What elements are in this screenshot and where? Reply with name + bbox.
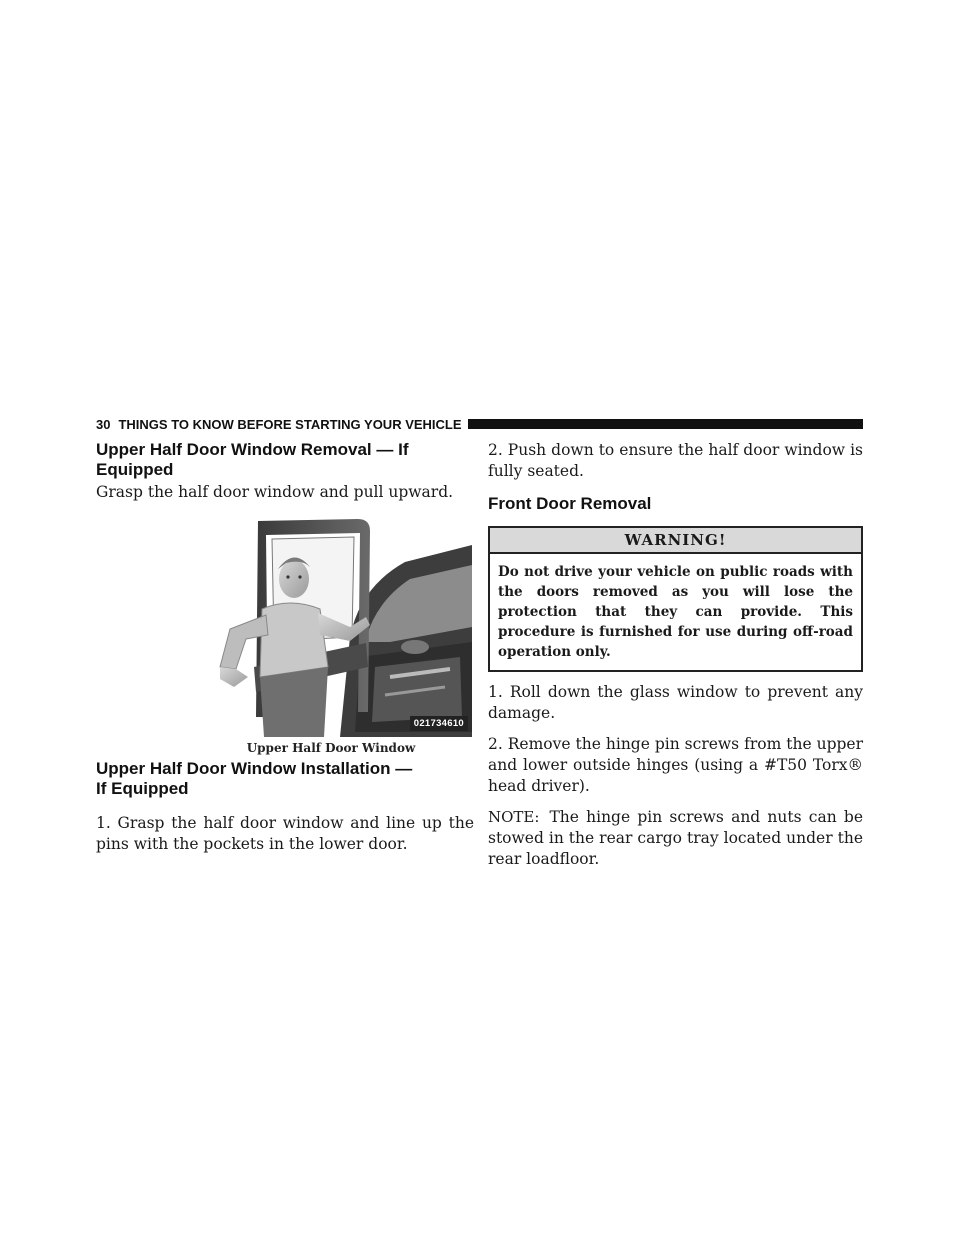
note-paragraph bbox=[488, 807, 863, 870]
installation-step-2: 2. Push down to ensure the half door window is fully seated. bbox=[488, 441, 863, 480]
warning-title: WARNING! bbox=[490, 528, 861, 554]
left-column bbox=[96, 440, 474, 855]
note-label: NOTE: bbox=[488, 808, 540, 826]
warning-box bbox=[488, 526, 863, 672]
warning-text: Do not drive your vehicle on public roads with the doors removed as you will lose the protection that they can provide. This procedure is furnished for use during off-road operation only. bbox=[498, 564, 853, 660]
page-header bbox=[96, 417, 863, 431]
note-text: The hinge pin screws and nuts can be stowed in the rear cargo tray located under the rear loadfloor. bbox=[488, 808, 863, 868]
section-heading-window-removal: Upper Half Door Window Removal — If Equipped bbox=[96, 440, 409, 479]
page-number: 30 bbox=[96, 416, 111, 432]
figure-code-label: 021734610 bbox=[410, 716, 468, 731]
installation-step-1: 1. Grasp the half door window and line up the pins with the pockets in the lower door. bbox=[96, 814, 474, 853]
section-heading-front-door-removal: Front Door Removal bbox=[488, 494, 652, 513]
door-removal-step-2: 2. Remove the hinge pin screws from the upper and lower outside hinges (using a #T50 Torx® head driver). bbox=[488, 735, 863, 795]
door-window-illustration bbox=[190, 517, 472, 737]
section-heading-window-installation: Upper Half Door Window Installation — If Equipped bbox=[96, 759, 413, 798]
figure-caption: Upper Half Door Window bbox=[246, 741, 416, 755]
right-column bbox=[488, 440, 863, 870]
chapter-title: THINGS TO KNOW BEFORE STARTING YOUR VEHICLE bbox=[118, 416, 462, 432]
removal-instruction: Grasp the half door window and pull upward. bbox=[96, 483, 454, 501]
door-removal-step-1: 1. Roll down the glass window to prevent any damage. bbox=[488, 683, 863, 722]
header-rule bbox=[468, 419, 863, 429]
illustration-graphic bbox=[190, 517, 472, 737]
